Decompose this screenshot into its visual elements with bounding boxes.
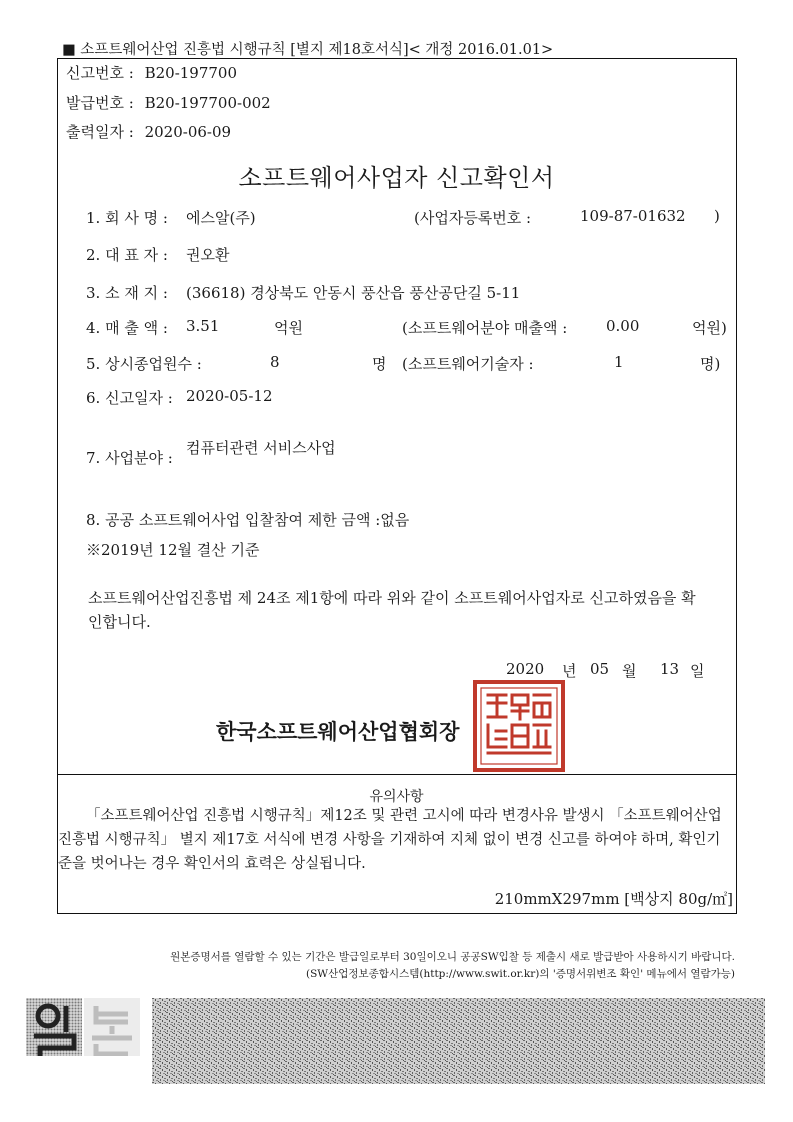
issuer-name: 한국소프트웨어산업협회장 [216,720,460,744]
company-label: 1. 회 사 명 : [86,209,168,227]
report-number-label: 신고번호 : [66,64,134,82]
sw-sales-value: 0.00 [606,317,640,335]
ceo-value: 권오환 [186,246,230,264]
security-pattern [152,998,765,1084]
issue-month: 05 [590,660,610,678]
business-reg-value: 109-87-01632 [580,207,686,225]
employees-label: 5. 상시종업원수 : [86,355,202,373]
report-number-value: B20-197700 [144,64,238,82]
company-value: 에스알(주) [186,209,256,227]
business-field-value: 컴퓨터관련 서비스사업 [186,439,336,457]
notice-body: 「소프트웨어산업 진흥법 시행규칙」제12조 및 관련 고시에 따라 변경사유 발생시 「소프트웨어산업 진흥법 시행규칙」 별지 제17호 서식에 변경 사항을 기재하여 지체 없이 변경 신고를 하여야 하며, 확인기준을 벗어나는 경우 확인서의 효력은 상실됩니다. [58,808,722,872]
sales-unit: 억원 [274,319,303,337]
issue-number-label: 발급번호 : [66,94,134,112]
confirmation-statement: 소프트웨어산업진흥법 제 24조 제1항에 따라 위와 같이 소프트웨어사업자로 신고하였음을 확인합니다. [88,589,696,631]
sw-sales-unit: 억원) [692,319,727,337]
business-reg-label: (사업자등록번호 : [414,209,532,227]
document-title: 소프트웨어사업자 신고확인서 [238,164,555,192]
report-date-value: 2020-05-12 [186,387,273,405]
business-reg-close: ) [714,207,720,225]
sw-engineers-value: 1 [614,353,624,371]
notice-title: 유의사항 [369,789,424,805]
report-date-label: 6. 신고일자 : [86,389,173,407]
address-value: (36618) 경상북도 안동시 풍산읍 풍산공단길 5-11 [186,284,521,302]
footer-line-2: (SW산업정보종합시스템(http://www.swit.or.kr)의 '증명서위변조 확인' 메뉴에서 열람가능) [306,968,735,980]
ceo-label: 2. 대 표 자 : [86,246,168,264]
issue-number-row [66,92,271,113]
sales-label: 4. 매 출 액 : [86,319,168,337]
paper-spec: 210mmX297mm [백상지 80g/㎡] [494,890,733,908]
issue-number-value: B20-197700-002 [144,94,271,112]
sales-value: 3.51 [186,317,220,335]
form-header: ■ 소프트웨어산업 진흥법 시행규칙 [별지 제18호서식]< 개정 2016.01.01> [62,42,554,58]
sw-sales-label: (소프트웨어분야 매출액 : [402,319,568,337]
original-mark-icon [26,998,82,1056]
sw-engineers-unit: 명) [700,355,721,373]
issue-year-unit: 년 [562,662,577,680]
print-date-label: 출력일자 : [66,123,134,141]
print-date-value: 2020-06-09 [144,123,232,141]
report-number-row [66,62,237,83]
issue-month-unit: 월 [622,662,637,680]
address-label: 3. 소 재 지 : [86,284,168,302]
issue-day-unit: 일 [690,662,705,680]
document-mark-icon [84,998,140,1056]
business-field-label: 7. 사업분야 : [86,449,173,467]
sw-engineers-label: (소프트웨어기술자 : [402,355,534,373]
notice-divider [57,774,737,775]
employees-unit: 명 [372,355,387,373]
employees-value: 8 [270,353,280,371]
official-seal-icon [472,679,566,773]
settlement-note: ※2019년 12월 결산 기준 [86,541,260,559]
print-date-row [66,121,231,142]
issue-year: 2020 [506,660,545,678]
footer-line-1: 원본증명서를 열람할 수 있는 기간은 발급일로부터 30일이오니 공공SW입찰 등 제출시 새로 발급받아 사용하시기 바랍니다. [170,951,735,963]
bid-limit: 8. 공공 소프트웨어사업 입찰참여 제한 금액 :없음 [86,511,410,529]
issue-day: 13 [660,660,680,678]
